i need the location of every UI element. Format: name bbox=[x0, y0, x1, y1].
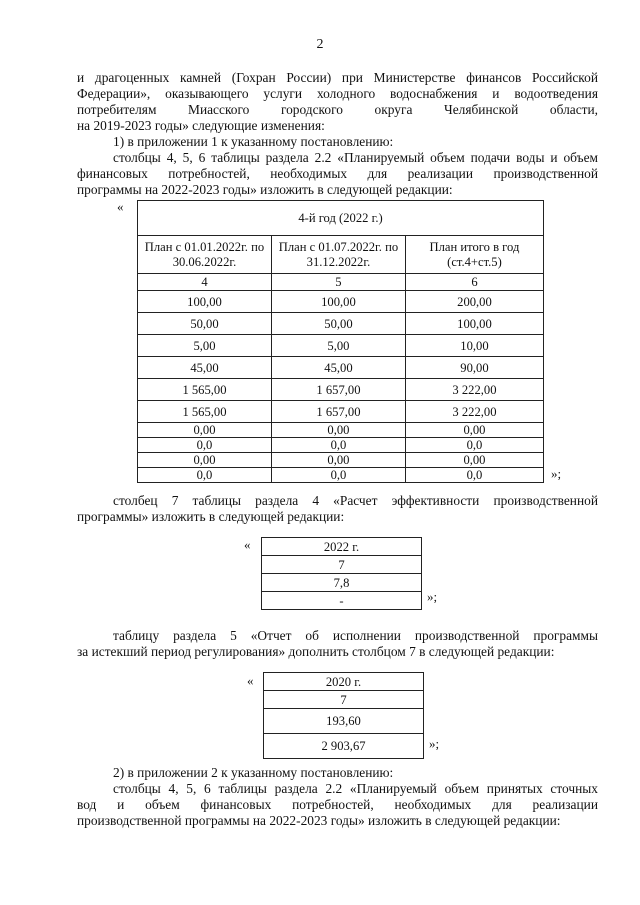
page-number: 2 bbox=[316, 37, 324, 52]
table-row bbox=[262, 592, 422, 610]
table-cell: 45,00 bbox=[271, 357, 405, 379]
table-cell: 193,60 bbox=[264, 709, 424, 734]
intro-line-4: на 2019-2023 годы» следующие изменения: bbox=[77, 118, 325, 133]
table-cell: 0,0 bbox=[138, 468, 272, 483]
table-cell: 1 657,00 bbox=[271, 379, 405, 401]
para-2-line-1: столбец 7 таблицы раздела 4 «Расчет эффективности производственной bbox=[113, 493, 598, 508]
table-cell: 0,0 bbox=[271, 438, 405, 453]
table-cell: 0,0 bbox=[138, 438, 272, 453]
table-cell: 0,0 bbox=[271, 468, 405, 483]
table-cell: 7 bbox=[262, 556, 422, 574]
table-row bbox=[262, 574, 422, 592]
table-1-colnum: 6 bbox=[405, 274, 543, 291]
table-cell: 10,00 bbox=[405, 335, 543, 357]
item-1-heading: 1) в приложении 1 к указанному постановлению: bbox=[113, 134, 394, 149]
table-1-water-supply bbox=[137, 200, 544, 483]
item-2-heading: 2) в приложении 2 к указанному постановлению: bbox=[113, 765, 394, 780]
para-3-line-2: за истекший период регулирования» дополнить столбцом 7 в следующей редакции: bbox=[77, 644, 555, 659]
para-2-line-2: программы» изложить в следующей редакции: bbox=[77, 509, 345, 524]
table-row bbox=[138, 379, 544, 401]
quote-close-3: »; bbox=[429, 736, 440, 751]
table-cell: 2020 г. bbox=[264, 673, 424, 691]
table-cell: 1 657,00 bbox=[271, 401, 405, 423]
quote-close-2: »; bbox=[427, 589, 438, 604]
table-cell: 50,00 bbox=[138, 313, 272, 335]
table-cell: 100,00 bbox=[405, 313, 543, 335]
para-1-line-2: финансовых потребностей, необходимых для реализации производственной bbox=[77, 166, 598, 181]
table-row bbox=[264, 673, 424, 691]
table-1-colnum: 4 bbox=[138, 274, 272, 291]
table-row bbox=[138, 423, 544, 438]
table-cell: - bbox=[262, 592, 422, 610]
quote-open-3: « bbox=[247, 673, 254, 688]
para-4-line-1: столбцы 4, 5, 6 таблицы раздела 2.2 «Планируемый объем принятых сточных bbox=[113, 781, 598, 796]
quote-close-1: »; bbox=[551, 466, 562, 481]
table-cell: 7 bbox=[264, 691, 424, 709]
table-cell: 0,0 bbox=[405, 438, 543, 453]
table-row bbox=[138, 438, 544, 453]
table-cell: 0,00 bbox=[271, 453, 405, 468]
table-cell: 0,0 bbox=[405, 468, 543, 483]
table-1-colnum: 5 bbox=[271, 274, 405, 291]
table-cell: 7,8 bbox=[262, 574, 422, 592]
quote-open-1: « bbox=[117, 199, 124, 214]
table-cell: 2022 г. bbox=[262, 538, 422, 556]
table-cell: 5,00 bbox=[138, 335, 272, 357]
table-1-header-col-4: План с 01.01.2022г. по 30.06.2022г. bbox=[138, 236, 272, 274]
table-row bbox=[138, 357, 544, 379]
table-1-header-col-5: План с 01.07.2022г. по 31.12.2022г. bbox=[271, 236, 405, 274]
quote-open-2: « bbox=[244, 537, 251, 552]
table-row bbox=[264, 709, 424, 734]
table-row bbox=[262, 538, 422, 556]
table-cell: 200,00 bbox=[405, 291, 543, 313]
intro-line-1: и драгоценных камней (Гохран России) при Министерстве финансов Российской bbox=[77, 70, 598, 85]
table-row bbox=[138, 335, 544, 357]
table-cell: 0,00 bbox=[271, 423, 405, 438]
table-row bbox=[138, 453, 544, 468]
para-1-line-1: столбцы 4, 5, 6 таблицы раздела 2.2 «Планируемый объем подачи воды и объем bbox=[113, 150, 598, 165]
table-1-title: 4-й год (2022 г.) bbox=[138, 201, 544, 236]
table-cell: 0,00 bbox=[138, 423, 272, 438]
table-row bbox=[264, 734, 424, 759]
table-row bbox=[138, 313, 544, 335]
table-2-efficiency bbox=[261, 537, 422, 610]
para-1-line-3: программы на 2022-2023 годы» изложить в следующей редакции: bbox=[77, 182, 453, 197]
table-1-header-col-6: План итого в год (ст.4+ст.5) bbox=[405, 236, 543, 274]
table-cell: 2 903,67 bbox=[264, 734, 424, 759]
para-4-line-3: производственной программы на 2022-2023 годы» изложить в следующей редакции: bbox=[77, 813, 561, 828]
para-3-line-1: таблицу раздела 5 «Отчет об исполнении производственной программы bbox=[113, 628, 598, 643]
table-row bbox=[264, 691, 424, 709]
table-row bbox=[138, 468, 544, 483]
table-cell: 50,00 bbox=[271, 313, 405, 335]
table-row bbox=[138, 291, 544, 313]
para-4-line-2: вод и объем финансовых потребностей, необходимых для реализации bbox=[77, 797, 598, 812]
table-row bbox=[138, 401, 544, 423]
table-cell: 45,00 bbox=[138, 357, 272, 379]
table-cell: 0,00 bbox=[405, 423, 543, 438]
table-cell: 100,00 bbox=[138, 291, 272, 313]
table-cell: 1 565,00 bbox=[138, 379, 272, 401]
table-cell: 0,00 bbox=[138, 453, 272, 468]
table-cell: 3 222,00 bbox=[405, 379, 543, 401]
table-cell: 90,00 bbox=[405, 357, 543, 379]
table-cell: 5,00 bbox=[271, 335, 405, 357]
table-cell: 0,00 bbox=[405, 453, 543, 468]
table-cell: 1 565,00 bbox=[138, 401, 272, 423]
table-cell: 3 222,00 bbox=[405, 401, 543, 423]
table-row bbox=[262, 556, 422, 574]
table-cell: 100,00 bbox=[271, 291, 405, 313]
intro-line-3: потребителям Миасского городского округа Челябинской области, bbox=[77, 102, 598, 117]
intro-line-2: Федерации», оказывающего услуги холодного водоснабжения и водоотведения bbox=[77, 86, 598, 101]
table-3-execution-report bbox=[263, 672, 424, 759]
